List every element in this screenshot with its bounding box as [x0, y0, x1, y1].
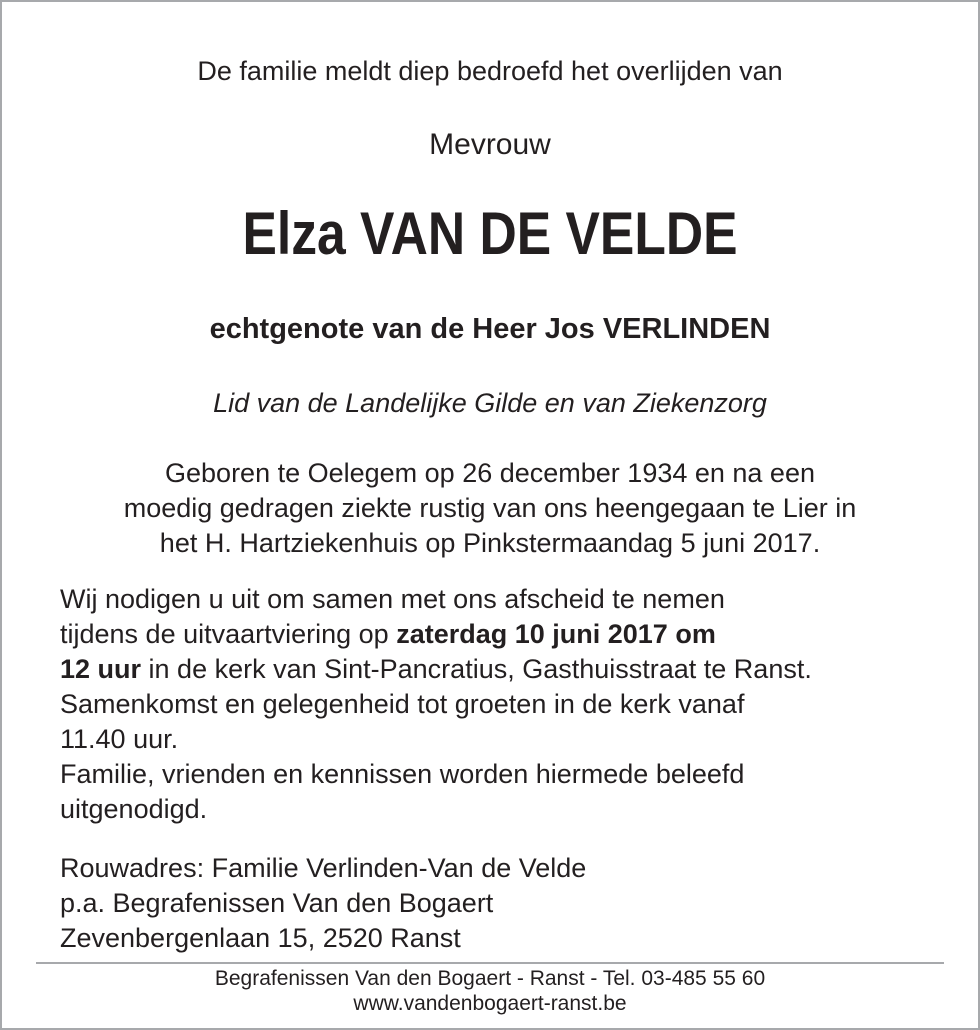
- invitation-line: Samenkomst en gelegenheid tot groeten in de kerk vanaf: [60, 689, 745, 719]
- address-line: Zevenbergenlaan 15, 2520 Ranst: [60, 923, 461, 953]
- invitation-line: [60, 617, 960, 652]
- footer-divider: [36, 962, 944, 964]
- address-line: Rouwadres: Familie Verlinden-Van de Velde: [60, 853, 587, 883]
- spouse-line: echtgenote van de Heer Jos VERLINDEN: [209, 313, 771, 345]
- membership-line: Lid van de Landelijke Gilde en van Ziekenzorg: [213, 388, 767, 418]
- invitation-line: uitgenodigd.: [60, 794, 208, 824]
- invitation-paragraph: [60, 582, 960, 827]
- invitation-line: Wij nodigen u uit om samen met ons afscheid te nemen: [60, 584, 725, 614]
- address-line: p.a. Begrafenissen Van den Bogaert: [60, 888, 494, 918]
- honorific: Mevrouw: [429, 128, 551, 161]
- invitation-line: [60, 652, 960, 687]
- funeral-date: zaterdag 10 juni 2017 om: [396, 619, 716, 649]
- invitation-line: 11.40 uur.: [60, 724, 179, 754]
- footer-company: Begrafenissen Van den Bogaert - Ranst - Tel. 03-485 55 60: [214, 967, 766, 990]
- mourning-address: [60, 851, 960, 956]
- deceased-name: Elza VAN DE VELDE: [242, 200, 738, 267]
- invitation-text: in de kerk van Sint-Pancratius, Gasthuisstraat te Ranst.: [141, 654, 812, 684]
- birth-death-line: het H. Hartziekenhuis op Pinkstermaandag 5 juni 2017.: [159, 528, 821, 558]
- funeral-time: 12 uur: [60, 654, 142, 684]
- intro-text: De familie meldt diep bedroefd het overlijden van: [197, 56, 783, 86]
- birth-death-line: Geboren te Oelegem op 26 december 1934 en na een: [165, 458, 815, 488]
- invitation-text: tijdens de uitvaartviering op: [60, 619, 397, 649]
- footer-website[interactable]: www.vandenbogaert-ranst.be: [353, 992, 627, 1015]
- birth-death-line: moedig gedragen ziekte rustig van ons heengegaan te Lier in: [123, 493, 857, 523]
- invitation-line: Familie, vrienden en kennissen worden hiermede beleefd: [60, 759, 745, 789]
- birth-death-paragraph: [40, 456, 940, 561]
